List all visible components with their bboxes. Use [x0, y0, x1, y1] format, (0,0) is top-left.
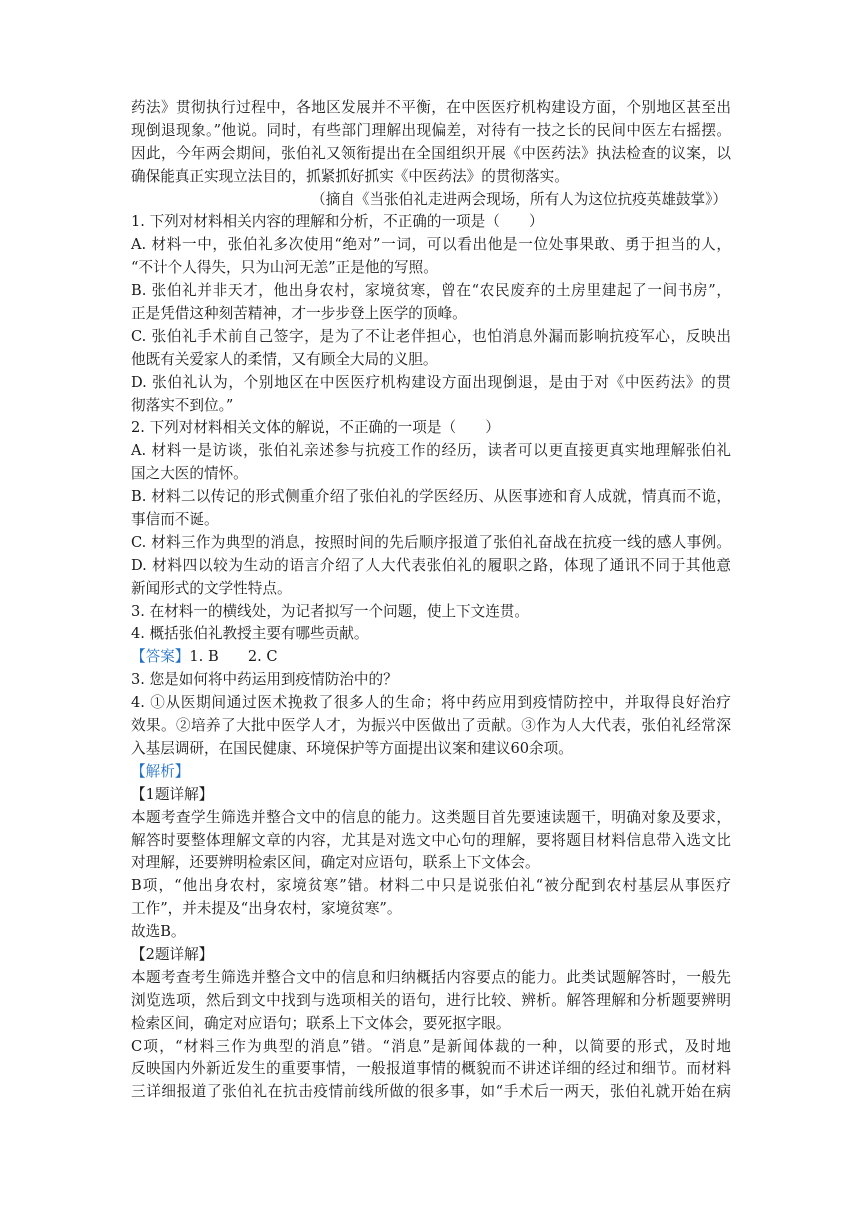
- answer-tag: 【答案】: [131, 648, 190, 666]
- question-1-stem: 1. 下列对材料相关内容的理解和分析，不正确的一项是（ ）: [131, 213, 544, 231]
- detail-1-line: B项，“他出身农村，家境贫寒”错。材料二中只是说张伯礼“被分配到农村基层从事医疗: [131, 877, 731, 895]
- paragraph-line: 确保能真正实现立法目的，抓紧抓好抓实《中医药法》的贯彻落实。: [131, 167, 569, 185]
- document-body: [131, 97, 731, 1104]
- paragraph-line: 现倒退现象。”他说。同时，有些部门理解出现偏差，对待有一技之长的民间中医左右摇摆。: [131, 121, 731, 139]
- detail-2-line: 检索区间，确定对应语句；联系上下文体会，要死抠字眼。: [131, 1014, 511, 1032]
- q2-option-a: A. 材料一是访谈，张伯礼亲述参与抗疫工作的经历，读者可以更直接更真实地理解张伯礼: [131, 442, 731, 460]
- q1-option-a: A. 材料一中，张伯礼多次使用“绝对”一词，可以看出他是一位处事果敢、勇于担当的人，: [131, 236, 731, 254]
- answer-4-line: 4. ①从医期间通过医术挽救了很多人的生命；将中药应用到疫情防控中，并取得良好治疗: [131, 694, 731, 712]
- question-4: 4. 概括张伯礼教授主要有哪些贡献。: [131, 625, 369, 643]
- source-note: （摘自《当张伯礼走进两会现场，所有人为这位抗疫英雄鼓掌》）: [311, 190, 727, 208]
- question-3: 3. 在材料一的横线处，为记者拟写一个问题，使上下文连贯。: [131, 602, 530, 620]
- question-2-stem: 2. 下列对材料相关文体的解说，不正确的一项是（ ）: [131, 419, 500, 437]
- detail-1-line: 故选B。: [131, 923, 186, 941]
- detail-2-line: 本题考查考生筛选并整合文中的信息和归纳概括内容要点的能力。此类试题解答时，一般先: [131, 968, 731, 986]
- q2-option-b-cont: 事信而不诞。: [131, 511, 219, 529]
- answer-3: 3. 您是如何将中药运用到疫情防治中的？: [131, 671, 398, 689]
- q1-option-d-cont: 彻落实不到位。”: [131, 396, 234, 414]
- detail-1-line: 本题考查学生筛选并整合文中的信息的能力。这类题目首先要速读题干，明确对象及要求，: [131, 808, 731, 826]
- answer-1-2: 1. B 2. C: [189, 648, 278, 666]
- q1-option-b: B. 张伯礼并非天才，他出身农村，家境贫寒，曾在“农民废弃的土房里建起了一间书房”，: [131, 282, 731, 300]
- detail-2-line: 三详细报道了张伯礼在抗击疫情前线所做的很多事，如“手术后一两天，张伯礼就开始在病: [131, 1083, 731, 1101]
- paragraph-line: 药法》贯彻执行过程中，各地区发展并不平衡，在中医医疗机构建设方面，个别地区甚至出: [131, 99, 731, 116]
- detail-2-line: C项，“材料三作为典型的消息”错。“消息”是新闻体裁的一种，以简要的形式，及时地: [131, 1037, 731, 1055]
- detail-1-tag: 【1题详解】: [131, 785, 214, 803]
- q1-option-d: D. 张伯礼认为，个别地区在中医医疗机构建设方面出现倒退，是由于对《中医药法》的贯: [131, 373, 731, 391]
- detail-1-line: 工作”，并未提及“出身农村，家境贫寒”。: [131, 900, 402, 918]
- analysis-tag: 【解析】: [131, 762, 190, 780]
- q1-option-c-cont: 他既有关爱家人的柔情，又有顾全大局的义胆。: [131, 350, 438, 368]
- q1-option-a-cont: “不计个人得失，只为山河无恙”正是他的写照。: [131, 259, 438, 277]
- paragraph-line: 因此，今年两会期间，张伯礼又领衔提出在全国组织开展《中医药法》执法检查的议案，以: [131, 144, 731, 162]
- q1-option-b-cont: 正是凭借这种刻苦精神，才一步步登上医学的顶峰。: [131, 305, 467, 323]
- detail-2-tag: 【2题详解】: [131, 945, 214, 963]
- detail-1-line: 对理解，还要辨明检索区间，确定对应语句，联系上下文体会。: [131, 854, 540, 872]
- answer-4-line: 入基层调研，在国民健康、环境保护等方面提出议案和建议60余项。: [131, 739, 573, 757]
- q2-option-d-cont: 新闻形式的文学性特点。: [131, 579, 292, 597]
- q1-option-c: C. 张伯礼手术前自己签字，是为了不让老伴担心，也怕消息外漏而影响抗疫军心，反映出: [131, 327, 731, 345]
- q2-option-a-cont: 国之大医的情怀。: [131, 465, 248, 483]
- detail-2-line: 浏览选项，然后到文中找到与选项相关的语句，进行比较、辨析。解答理解和分析题要辨明: [131, 991, 731, 1009]
- q2-option-d: D. 材料四以较为生动的语言介绍了人大代表张伯礼的履职之路，体现了通讯不同于其他意: [131, 556, 731, 574]
- detail-1-line: 解答时要整体理解文章的内容，尤其是对选文中心句的理解，要将题目材料信息带入选文比: [131, 831, 731, 849]
- answer-line: [131, 646, 731, 669]
- q2-option-c: C. 材料三作为典型的消息，按照时间的先后顺序报道了张伯礼奋战在抗疫一线的感人事例。: [131, 533, 731, 551]
- answer-4-line: 效果。②培养了大批中医学人才，为振兴中医做出了贡献。③作为人大代表，张伯礼经常深: [131, 717, 731, 735]
- detail-2-line: 反映国内外新近发生的重要事情，一般报道事情的概貌而不讲述详细的经过和细节。而材料: [131, 1060, 731, 1078]
- q2-option-b: B. 材料二以传记的形式侧重介绍了张伯礼的学医经历、从医事迹和育人成就，情真而不诡，: [131, 488, 731, 506]
